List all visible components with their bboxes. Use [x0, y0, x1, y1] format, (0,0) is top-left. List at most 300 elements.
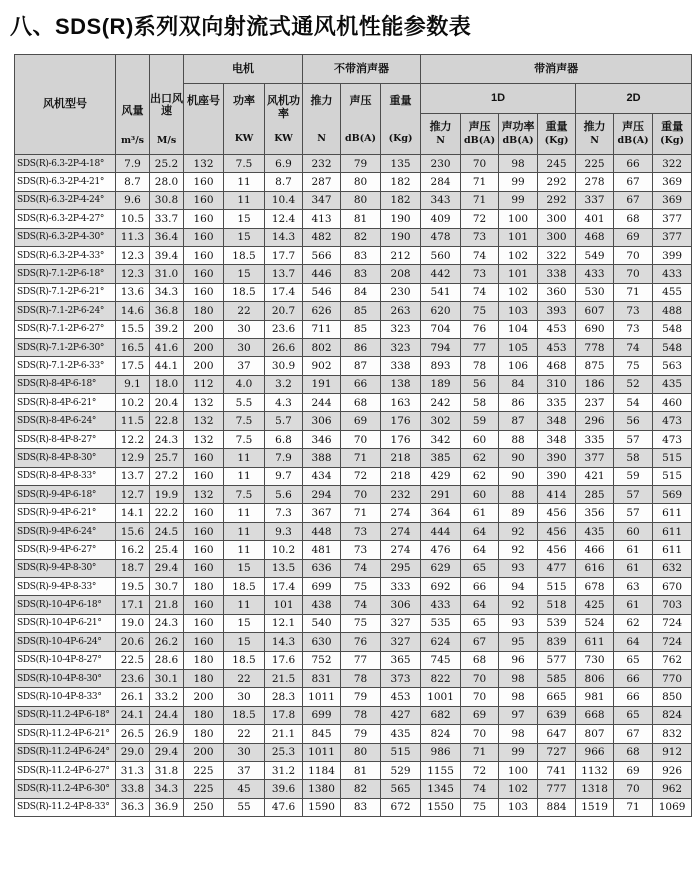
- table-body: [15, 155, 692, 817]
- cell-value: 453: [538, 320, 576, 338]
- cell-value: 22.5: [116, 651, 150, 669]
- frame-size-label: 机座号: [187, 95, 220, 107]
- cell-value: 250: [184, 798, 224, 816]
- group-header-with-silencer: 带消声器: [421, 55, 692, 84]
- cell-value: 421: [576, 467, 614, 485]
- col-header-frame-size: [184, 84, 224, 155]
- cell-value: 10.2: [265, 541, 303, 559]
- cell-value: 237: [576, 394, 614, 412]
- col-header-ns-thrust: [303, 84, 341, 155]
- cell-value: 429: [421, 467, 461, 485]
- cell-value: 6.8: [265, 430, 303, 448]
- cell-value: 81: [341, 210, 381, 228]
- cell-value: 74: [461, 780, 499, 798]
- cell-value: 541: [421, 283, 461, 301]
- cell-value: 15: [224, 265, 265, 283]
- cell-value: 72: [461, 210, 499, 228]
- cell-value: 456: [538, 541, 576, 559]
- cell-value: 481: [303, 541, 341, 559]
- cell-value: 135: [381, 155, 421, 173]
- cell-value: 327: [381, 614, 421, 632]
- cell-value: 68: [461, 651, 499, 669]
- cell-value: 390: [538, 467, 576, 485]
- fan-power-unit: KW: [274, 133, 293, 145]
- cell-value: 66: [614, 155, 653, 173]
- cell-value: 54: [614, 394, 653, 412]
- table-row: [15, 743, 692, 761]
- cell-value: 63: [614, 577, 653, 595]
- cell-value: 245: [538, 155, 576, 173]
- cell-value: 323: [381, 320, 421, 338]
- cell-value: 138: [381, 375, 421, 393]
- cell-value: 8.7: [265, 173, 303, 191]
- cell-value: 724: [653, 633, 692, 651]
- cell-value: 65: [461, 559, 499, 577]
- table-row: [15, 541, 692, 559]
- cell-fan-model: SDS(R)-8-4P-8-27°: [15, 430, 116, 448]
- cell-value: 180: [184, 706, 224, 724]
- cell-value: 607: [576, 302, 614, 320]
- cell-value: 1001: [421, 688, 461, 706]
- cell-value: 21.5: [265, 669, 303, 687]
- cell-value: 630: [303, 633, 341, 651]
- cell-value: 292: [538, 191, 576, 209]
- cell-value: 845: [303, 725, 341, 743]
- cell-value: 11: [224, 191, 265, 209]
- cell-fan-model: SDS(R)-7.1-2P-6-30°: [15, 338, 116, 356]
- cell-value: 665: [538, 688, 576, 706]
- cell-value: 29.4: [150, 559, 184, 577]
- cell-value: 1519: [576, 798, 614, 816]
- cell-value: 61: [614, 596, 653, 614]
- cell-value: 409: [421, 210, 461, 228]
- cell-value: 435: [576, 522, 614, 540]
- cell-value: 160: [184, 467, 224, 485]
- cell-value: 446: [303, 265, 341, 283]
- cell-value: 97: [499, 706, 538, 724]
- cell-value: 335: [576, 430, 614, 448]
- cell-value: 16.2: [116, 541, 150, 559]
- cell-value: 67: [461, 633, 499, 651]
- cell-value: 71: [461, 743, 499, 761]
- cell-value: 68: [341, 394, 381, 412]
- cell-fan-model: SDS(R)-9-4P-6-21°: [15, 504, 116, 522]
- cell-value: 343: [421, 191, 461, 209]
- cell-value: 132: [184, 430, 224, 448]
- cell-value: 1345: [421, 780, 461, 798]
- table-row: [15, 394, 692, 412]
- cell-value: 348: [538, 430, 576, 448]
- cell-value: 393: [538, 302, 576, 320]
- cell-value: 244: [303, 394, 341, 412]
- cell-value: 12.4: [265, 210, 303, 228]
- cell-fan-model: SDS(R)-6.3-2P-4-21°: [15, 173, 116, 191]
- cell-value: 17.7: [265, 246, 303, 264]
- cell-fan-model: SDS(R)-6.3-2P-4-30°: [15, 228, 116, 246]
- cell-value: 77: [461, 338, 499, 356]
- cell-value: 377: [653, 210, 692, 228]
- air-volume-unit: m³/s: [120, 135, 145, 147]
- cell-value: 741: [538, 761, 576, 779]
- cell-value: 926: [653, 761, 692, 779]
- cell-value: 14.1: [116, 504, 150, 522]
- cell-value: 10.4: [265, 191, 303, 209]
- cell-value: 18.5: [224, 651, 265, 669]
- cell-value: 102: [499, 246, 538, 264]
- cell-fan-model: SDS(R)-11.2-4P-8-33°: [15, 798, 116, 816]
- cell-value: 84: [341, 283, 381, 301]
- 2d-weight-unit: (Kg): [660, 135, 685, 147]
- ns-thrust-unit: N: [317, 133, 326, 145]
- cell-value: 274: [381, 522, 421, 540]
- group-header-motor: 电机: [184, 55, 303, 84]
- cell-value: 98: [499, 155, 538, 173]
- cell-fan-model: SDS(R)-10-4P-6-21°: [15, 614, 116, 632]
- 1d-weight-unit: (Kg): [544, 135, 569, 147]
- cell-value: 30: [224, 743, 265, 761]
- fan-performance-table: [14, 54, 692, 817]
- cell-value: 60: [461, 486, 499, 504]
- cell-value: 15: [224, 210, 265, 228]
- cell-value: 30: [224, 320, 265, 338]
- cell-value: 13.6: [116, 283, 150, 301]
- cell-value: 703: [653, 596, 692, 614]
- cell-value: 369: [653, 191, 692, 209]
- cell-value: 57: [614, 486, 653, 504]
- cell-value: 67: [614, 725, 653, 743]
- cell-value: 80: [341, 173, 381, 191]
- cell-value: 100: [499, 761, 538, 779]
- cell-value: 44.1: [150, 357, 184, 375]
- cell-value: 966: [576, 743, 614, 761]
- cell-value: 190: [381, 210, 421, 228]
- cell-value: 4.3: [265, 394, 303, 412]
- cell-value: 473: [653, 412, 692, 430]
- cell-value: 478: [421, 228, 461, 246]
- cell-value: 624: [421, 633, 461, 651]
- cell-value: 22.2: [150, 504, 184, 522]
- cell-fan-model: SDS(R)-9-4P-8-30°: [15, 559, 116, 577]
- col-header-outlet-speed: [150, 55, 184, 155]
- cell-value: 18.5: [224, 706, 265, 724]
- cell-value: 64: [614, 633, 653, 651]
- cell-value: 565: [381, 780, 421, 798]
- cell-value: 518: [538, 596, 576, 614]
- 2d-spl-label: 声压: [622, 120, 645, 133]
- cell-value: 61: [461, 504, 499, 522]
- cell-value: 7.9: [265, 449, 303, 467]
- cell-value: 98: [499, 669, 538, 687]
- cell-value: 14.3: [265, 633, 303, 651]
- cell-value: 453: [381, 688, 421, 706]
- cell-value: 986: [421, 743, 461, 761]
- cell-value: 95: [499, 633, 538, 651]
- cell-value: 99: [499, 191, 538, 209]
- cell-value: 364: [421, 504, 461, 522]
- cell-value: 69: [461, 706, 499, 724]
- cell-value: 75: [461, 302, 499, 320]
- table-row: [15, 725, 692, 743]
- 2d-spl-unit: dB(A): [617, 135, 649, 147]
- cell-value: 73: [341, 522, 381, 540]
- cell-value: 822: [421, 669, 461, 687]
- group-header-2d: 2D: [576, 84, 692, 114]
- 2d-thrust-unit: N: [590, 135, 599, 147]
- cell-value: 93: [499, 559, 538, 577]
- ns-spl-label: 声压: [349, 95, 372, 107]
- cell-value: 22: [224, 669, 265, 687]
- cell-value: 65: [614, 651, 653, 669]
- cell-value: 61: [614, 559, 653, 577]
- cell-value: 546: [303, 283, 341, 301]
- cell-value: 66: [461, 577, 499, 595]
- cell-value: 21.8: [150, 596, 184, 614]
- cell-value: 5.7: [265, 412, 303, 430]
- cell-value: 55: [224, 798, 265, 816]
- cell-value: 69: [614, 228, 653, 246]
- cell-value: 12.3: [116, 246, 150, 264]
- cell-value: 62: [461, 467, 499, 485]
- cell-value: 102: [499, 780, 538, 798]
- cell-value: 302: [421, 412, 461, 430]
- cell-value: 92: [499, 541, 538, 559]
- outlet-speed-unit: M/s: [156, 135, 177, 147]
- cell-value: 433: [653, 265, 692, 283]
- cell-value: 104: [499, 320, 538, 338]
- table-row: [15, 596, 692, 614]
- cell-value: 1132: [576, 761, 614, 779]
- cell-value: 225: [576, 155, 614, 173]
- cell-value: 160: [184, 265, 224, 283]
- cell-value: 232: [303, 155, 341, 173]
- cell-value: 300: [538, 210, 576, 228]
- cell-value: 388: [303, 449, 341, 467]
- cell-value: 4.0: [224, 375, 265, 393]
- fan-power-label: 风机功率: [267, 95, 301, 120]
- cell-value: 31.8: [150, 761, 184, 779]
- cell-value: 65: [614, 706, 653, 724]
- cell-value: 160: [184, 246, 224, 264]
- cell-value: 12.2: [116, 430, 150, 448]
- cell-value: 74: [341, 559, 381, 577]
- cell-value: 535: [421, 614, 461, 632]
- cell-value: 385: [421, 449, 461, 467]
- cell-value: 560: [421, 246, 461, 264]
- cell-value: 37: [224, 357, 265, 375]
- cell-value: 242: [421, 394, 461, 412]
- group-header-no-silencer: 不带消声器: [303, 55, 421, 84]
- cell-value: 103: [499, 798, 538, 816]
- cell-value: 24.3: [150, 614, 184, 632]
- cell-value: 78: [461, 357, 499, 375]
- cell-value: 225: [184, 761, 224, 779]
- cell-value: 360: [538, 283, 576, 301]
- cell-value: 86: [499, 394, 538, 412]
- cell-value: 460: [653, 394, 692, 412]
- cell-value: 442: [421, 265, 461, 283]
- cell-value: 367: [303, 504, 341, 522]
- cell-value: 69: [614, 761, 653, 779]
- table-row: [15, 614, 692, 632]
- 1d-swl-label: 声功率: [501, 120, 535, 133]
- table-row: [15, 210, 692, 228]
- cell-value: 58: [614, 449, 653, 467]
- cell-value: 291: [421, 486, 461, 504]
- cell-value: 59: [614, 467, 653, 485]
- cell-value: 200: [184, 743, 224, 761]
- cell-value: 71: [461, 173, 499, 191]
- cell-value: 75: [461, 798, 499, 816]
- cell-value: 160: [184, 522, 224, 540]
- cell-value: 839: [538, 633, 576, 651]
- cell-value: 160: [184, 449, 224, 467]
- cell-value: 962: [653, 780, 692, 798]
- cell-value: 75: [341, 614, 381, 632]
- cell-value: 524: [576, 614, 614, 632]
- cell-value: 12.9: [116, 449, 150, 467]
- cell-value: 15: [224, 614, 265, 632]
- cell-fan-model: SDS(R)-10-4P-8-30°: [15, 669, 116, 687]
- cell-value: 15: [224, 633, 265, 651]
- cell-value: 515: [653, 467, 692, 485]
- cell-value: 11: [224, 522, 265, 540]
- cell-value: 7.5: [224, 412, 265, 430]
- cell-value: 82: [341, 228, 381, 246]
- cell-value: 82: [341, 780, 381, 798]
- cell-value: 83: [341, 246, 381, 264]
- cell-value: 25.2: [150, 155, 184, 173]
- cell-value: 333: [381, 577, 421, 595]
- cell-value: 292: [538, 173, 576, 191]
- cell-value: 68: [614, 210, 653, 228]
- cell-value: 369: [653, 173, 692, 191]
- cell-value: 24.3: [150, 430, 184, 448]
- col-header-1d-swl: [499, 114, 538, 155]
- cell-value: 191: [303, 375, 341, 393]
- cell-value: 70: [461, 688, 499, 706]
- cell-value: 66: [614, 688, 653, 706]
- col-header-ns-spl: [341, 84, 381, 155]
- table-row: [15, 467, 692, 485]
- cell-value: 7.5: [224, 430, 265, 448]
- cell-value: 1590: [303, 798, 341, 816]
- cell-fan-model: SDS(R)-10-4P-8-27°: [15, 651, 116, 669]
- cell-value: 699: [303, 706, 341, 724]
- cell-value: 342: [421, 430, 461, 448]
- cell-value: 15.6: [116, 522, 150, 540]
- cell-value: 33.2: [150, 688, 184, 706]
- cell-value: 438: [303, 596, 341, 614]
- cell-value: 39.4: [150, 246, 184, 264]
- cell-value: 12.1: [265, 614, 303, 632]
- 1d-swl-unit: dB(A): [502, 135, 534, 147]
- cell-value: 28.6: [150, 651, 184, 669]
- cell-value: 17.8: [265, 706, 303, 724]
- cell-value: 25.4: [150, 541, 184, 559]
- table-row: [15, 633, 692, 651]
- table-row: [15, 486, 692, 504]
- cell-value: 160: [184, 614, 224, 632]
- cell-value: 11: [224, 596, 265, 614]
- col-header-1d-thrust: [421, 114, 461, 155]
- cell-value: 724: [653, 614, 692, 632]
- cell-value: 176: [381, 430, 421, 448]
- cell-value: 31.3: [116, 761, 150, 779]
- cell-value: 88: [499, 430, 538, 448]
- cell-value: 401: [576, 210, 614, 228]
- table-row: [15, 265, 692, 283]
- cell-value: 27.2: [150, 467, 184, 485]
- cell-value: 18.5: [224, 577, 265, 595]
- cell-value: 17.5: [116, 357, 150, 375]
- cell-value: 477: [538, 559, 576, 577]
- cell-fan-model: SDS(R)-11.2-4P-6-21°: [15, 725, 116, 743]
- ns-thrust-label: 推力: [310, 95, 333, 107]
- cell-value: 73: [461, 265, 499, 283]
- cell-value: 296: [576, 412, 614, 430]
- cell-value: 60: [461, 430, 499, 448]
- cell-value: 752: [303, 651, 341, 669]
- cell-value: 101: [499, 228, 538, 246]
- cell-value: 74: [341, 596, 381, 614]
- col-header-2d-spl: [614, 114, 653, 155]
- cell-value: 745: [421, 651, 461, 669]
- cell-value: 62: [461, 449, 499, 467]
- cell-value: 9.6: [116, 191, 150, 209]
- cell-value: 770: [653, 669, 692, 687]
- cell-value: 80: [341, 743, 381, 761]
- cell-value: 93: [499, 614, 538, 632]
- cell-value: 377: [653, 228, 692, 246]
- cell-value: 74: [461, 283, 499, 301]
- cell-value: 807: [576, 725, 614, 743]
- cell-value: 1380: [303, 780, 341, 798]
- cell-value: 448: [303, 522, 341, 540]
- cell-value: 98: [499, 688, 538, 706]
- cell-fan-model: SDS(R)-8-4P-6-24°: [15, 412, 116, 430]
- cell-value: 1550: [421, 798, 461, 816]
- cell-value: 160: [184, 210, 224, 228]
- cell-value: 569: [653, 486, 692, 504]
- table-row: [15, 780, 692, 798]
- cell-value: 488: [653, 302, 692, 320]
- cell-value: 21.1: [265, 725, 303, 743]
- col-header-motor-power: [224, 84, 265, 155]
- cell-value: 36.4: [150, 228, 184, 246]
- cell-value: 132: [184, 412, 224, 430]
- cell-value: 71: [461, 191, 499, 209]
- cell-value: 33.7: [150, 210, 184, 228]
- cell-value: 323: [381, 338, 421, 356]
- cell-value: 9.1: [116, 375, 150, 393]
- cell-value: 29.0: [116, 743, 150, 761]
- ns-spl-unit: dB(A): [345, 133, 377, 145]
- page-title: 八、SDS(R)系列双向射流式通风机性能参数表: [10, 14, 472, 39]
- 1d-spl-unit: dB(A): [464, 135, 496, 147]
- cell-value: 20.7: [265, 302, 303, 320]
- cell-value: 727: [538, 743, 576, 761]
- cell-value: 102: [499, 283, 538, 301]
- cell-value: 106: [499, 357, 538, 375]
- cell-value: 34.3: [150, 780, 184, 798]
- cell-value: 33.8: [116, 780, 150, 798]
- cell-fan-model: SDS(R)-9-4P-6-27°: [15, 541, 116, 559]
- cell-value: 83: [341, 265, 381, 283]
- cell-value: 802: [303, 338, 341, 356]
- cell-value: 29.4: [150, 743, 184, 761]
- cell-value: 160: [184, 283, 224, 301]
- col-header-2d-weight: [653, 114, 692, 155]
